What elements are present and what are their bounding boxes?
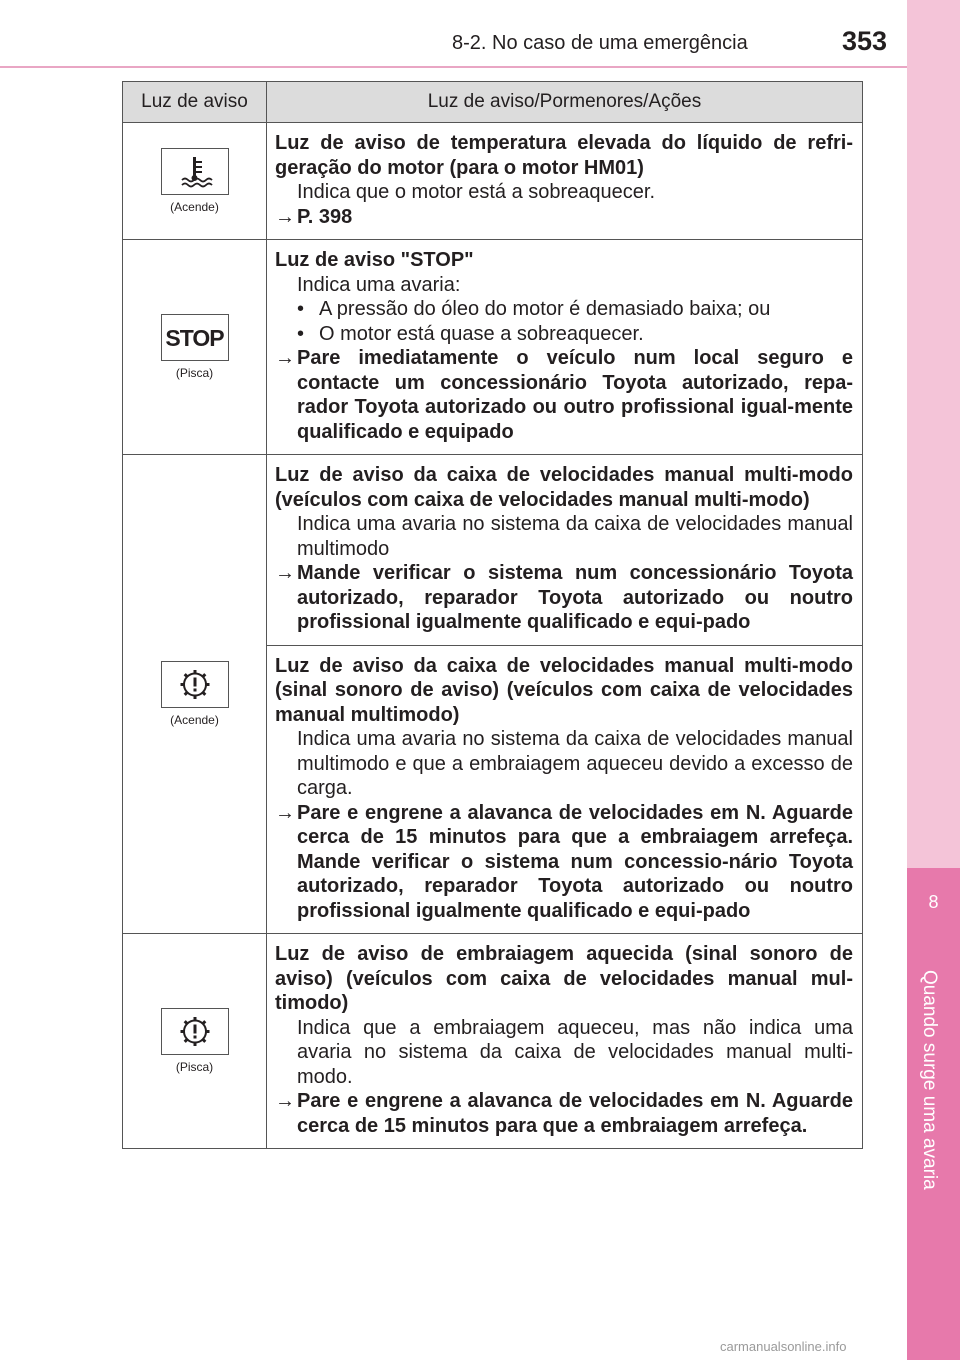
page-reference: [275, 205, 853, 230]
description-cell: [267, 455, 863, 646]
bullet-item: [275, 297, 853, 322]
icon-caption: (Acende): [170, 200, 219, 214]
bullet-text: O motor está quase a sobreaquecer.: [319, 322, 644, 345]
bullet-item: [275, 322, 853, 347]
warning-title: Luz de aviso "STOP": [275, 249, 474, 271]
table-row: [123, 240, 863, 455]
icon-caption: (Acende): [170, 713, 219, 727]
description-cell: [267, 645, 863, 934]
warning-text: Indica que a embraiagem aqueceu, mas não indica uma avaria no sistema da caixa de velocidades manual multi-modo.: [297, 1016, 853, 1088]
side-tab-chapter-number: 8: [928, 892, 939, 912]
description-cell: [267, 240, 863, 455]
arrow-icon: →: [275, 801, 295, 824]
header-rule: [0, 66, 907, 68]
side-tab-chapter-title: Quando surge uma avaria: [919, 970, 940, 1190]
stop-icon-label: STOP: [165, 325, 224, 351]
arrow-icon: →: [275, 347, 295, 369]
action-instruction: [275, 801, 853, 924]
coolant-temperature-icon: [161, 148, 229, 195]
action-instruction: [275, 346, 853, 444]
description-cell: [267, 934, 863, 1149]
section-title: 8-2. No caso de uma emergência: [452, 32, 748, 54]
table-row: [123, 455, 863, 646]
icon-cell: [123, 123, 267, 240]
table-row: [123, 123, 863, 240]
icon-cell: [123, 240, 267, 455]
bullet-text: A pressão do óleo do motor é demasiado baixa; ou: [319, 298, 771, 320]
table-header-row: [123, 82, 863, 123]
bullet-icon: •: [297, 322, 305, 345]
warning-title: Luz de aviso de temperatura elevada do líquido de refri-geração do motor (para o motor HM01): [275, 132, 853, 179]
gear-warning-icon: [161, 1008, 229, 1055]
page-number: 353: [842, 26, 888, 56]
icon-caption: (Pisca): [175, 1060, 214, 1074]
page-reference-link[interactable]: P. 398: [297, 205, 353, 228]
gear-warning-icon: [161, 661, 229, 708]
table-row: [123, 934, 863, 1149]
warning-title: Luz de aviso de embraiagem aquecida (sinal sonoro de aviso) (veículos com caixa de velocidades manual mul-timodo): [275, 943, 853, 1014]
stop-icon: [161, 314, 229, 361]
warning-text: Indica que o motor está a sobreaquecer.: [297, 181, 656, 203]
warning-light-table: [122, 81, 863, 1149]
warning-title: Luz de aviso da caixa de velocidades manual multi-modo (sinal sonoro de aviso) (veículos com caixa de velocidades manual multimodo): [275, 654, 853, 726]
action-text: Mande verificar o sistema num concessionário Toyota autorizado, reparador Toyota autorizado ou noutro profissional igualmente qualificado e equi-pado: [297, 562, 853, 633]
warning-text: Indica uma avaria:: [297, 273, 461, 296]
action-instruction: [275, 1089, 853, 1138]
arrow-icon: →: [275, 1090, 295, 1112]
icon-caption: (Pisca): [175, 366, 214, 380]
bullet-icon: •: [297, 298, 305, 320]
warning-text: Indica uma avaria no sistema da caixa de velocidades manual multimodo: [297, 513, 853, 560]
icon-cell: [123, 934, 267, 1149]
description-cell: [267, 123, 863, 240]
arrow-icon: →: [275, 205, 295, 228]
action-text: Pare e engrene a alavanca de velocidades em N. Aguarde cerca de 15 minutos para que a embraiagem arrefeça.: [297, 1090, 853, 1137]
action-instruction: [275, 561, 853, 635]
watermark: carmanualsonline.info: [720, 1339, 847, 1354]
column-header-details: Luz de aviso/Pormenores/Ações: [267, 82, 863, 123]
icon-cell: [123, 455, 267, 934]
action-text: Pare e engrene a alavanca de velocidades em N. Aguarde cerca de 15 minutos para que a embraiagem arrefeça. Mande verificar o sistema num concessio-nário Toyota autorizado, reparador Toyota autorizado ou noutro profissional igualmente qualificado e equi-pado: [297, 801, 853, 922]
arrow-icon: →: [275, 562, 295, 584]
warning-title: Luz de aviso da caixa de velocidades manual multi-modo (veículos com caixa de velocidades manual multi-modo): [275, 464, 853, 511]
column-header-light: Luz de aviso: [123, 82, 267, 123]
warning-text: Indica uma avaria no sistema da caixa de velocidades manual multimodo e que a embraiagem aqueceu devido a excesso de carga.: [297, 728, 853, 799]
action-text: Pare imediatamente o veículo num local seguro e contacte um concessionário Toyota autorizado, repa-rador Toyota autorizado ou outro profissional igual-mente qualificado e equipado: [297, 347, 853, 443]
